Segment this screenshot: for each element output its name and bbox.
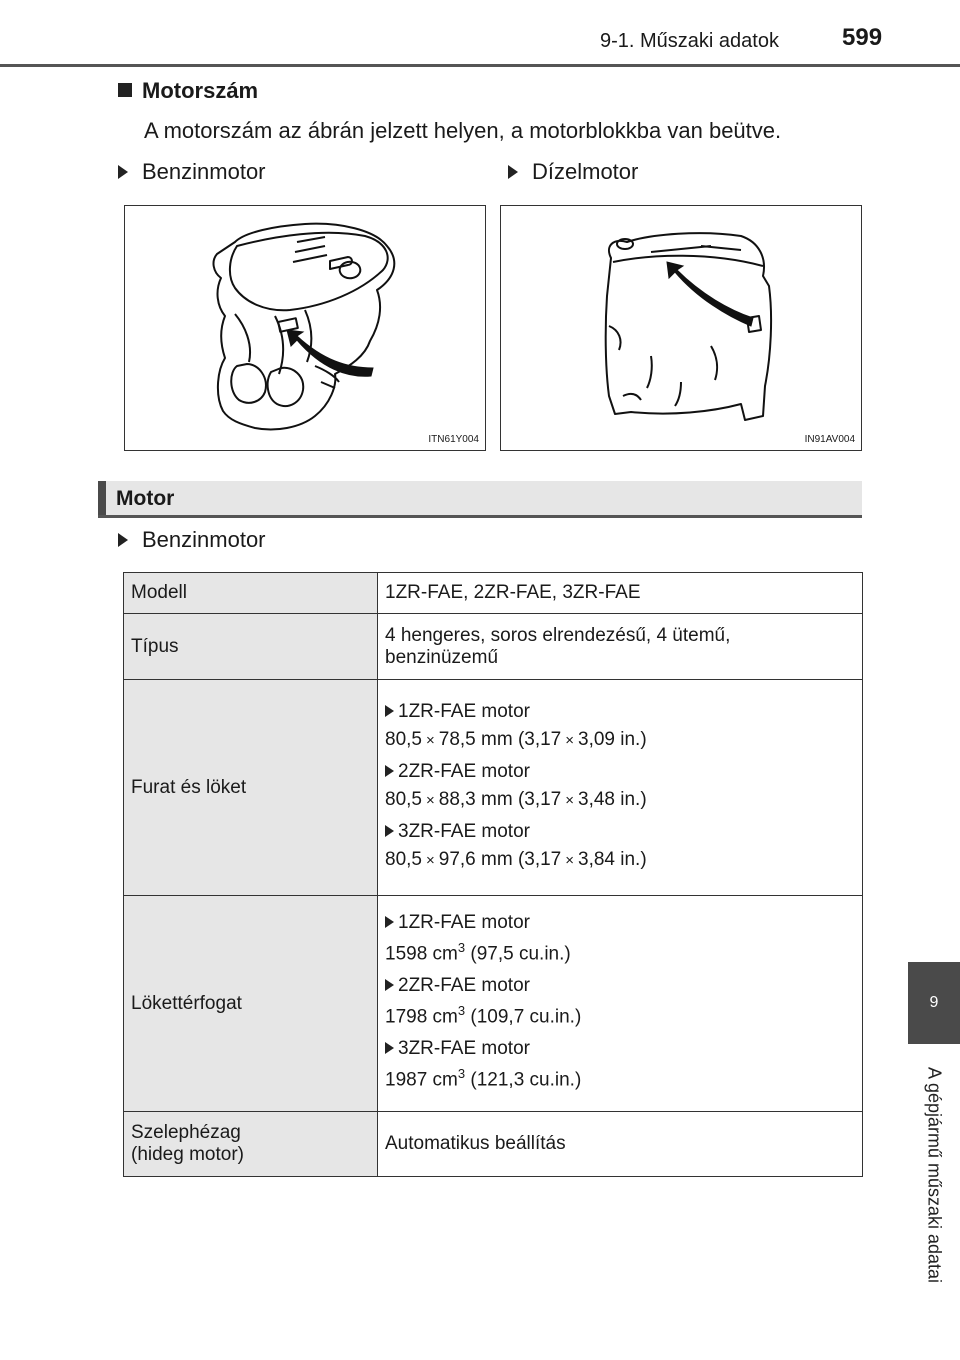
displacement-value: [385, 1003, 862, 1028]
bore-value: [385, 729, 862, 751]
engine-subhead: [385, 821, 862, 843]
section-title: Motor: [116, 487, 175, 510]
engine-name: 3ZR-FAE motor: [398, 1038, 530, 1060]
triangle-bullet-icon: [385, 825, 394, 837]
disp-sup: 3: [457, 1066, 466, 1082]
displacement-value: [385, 1066, 862, 1091]
disp-a: 1598 cm: [385, 942, 458, 964]
chapter-tab: [884, 1050, 960, 1300]
triangle-bullet-icon: [385, 1042, 394, 1054]
valve-label-line-1: Szelephézag: [131, 1122, 241, 1143]
chapter-tab-text: A gépjármű műszaki adatai: [924, 1066, 945, 1284]
subsection-body: A motorszám az ábrán jelzett helyen, a motorblokkba van beütve.: [144, 118, 782, 143]
diesel-engine-illustration: [501, 206, 861, 450]
diesel-label: [508, 159, 638, 185]
table-row: [124, 614, 863, 680]
table-row: [124, 573, 863, 614]
header-section-title: 9-1. Műszaki adatok: [600, 30, 779, 52]
triangle-bullet-icon: [385, 705, 394, 717]
bore-b: 88,3 mm (3,17: [438, 788, 562, 810]
engine-subhead: [385, 701, 862, 723]
disp-a: 1987 cm: [385, 1069, 458, 1091]
triangle-bullet-icon: [385, 979, 394, 991]
engine-name: 2ZR-FAE motor: [398, 974, 530, 996]
engine-name: 1ZR-FAE motor: [398, 911, 530, 933]
engine-spec-table: [123, 572, 863, 1177]
bore-c: 3,84 in.): [578, 848, 647, 870]
table-row: [124, 1112, 863, 1177]
bore-value: [385, 789, 862, 811]
bore-a: 80,5: [385, 788, 422, 810]
disp-b: (121,3 cu.in.): [470, 1069, 582, 1091]
engine-subhead: [385, 1038, 862, 1060]
page-number: 599: [842, 24, 883, 51]
motor-petrol-label: [118, 527, 266, 553]
engine-subhead: [385, 761, 862, 783]
bore-a: 80,5: [385, 728, 422, 750]
row-label: [124, 1112, 378, 1177]
section-band: [98, 481, 862, 517]
diesel-engine-figure: [500, 205, 862, 451]
valve-label-line-2: (hideg motor): [131, 1144, 244, 1165]
row-value: 1ZR-FAE, 2ZR-FAE, 3ZR-FAE: [378, 573, 863, 614]
type-value-line-1: 4 hengeres, soros elrendezésű, 4 ütemű,: [385, 624, 731, 646]
petrol-engine-figure: [124, 205, 486, 451]
row-value: [378, 680, 863, 896]
table-row: [124, 680, 863, 896]
engine-name: 2ZR-FAE motor: [398, 760, 530, 782]
displacement-value: [385, 940, 862, 965]
times-icon: ×: [565, 851, 575, 869]
times-icon: ×: [565, 731, 575, 749]
petrol-label: [118, 159, 266, 185]
triangle-bullet-icon: [118, 165, 128, 179]
engine-subhead: [385, 912, 862, 934]
table-row: [124, 896, 863, 1112]
triangle-bullet-icon: [385, 916, 394, 928]
header-rule: [0, 64, 960, 67]
petrol-label-text: Benzinmotor: [142, 159, 266, 184]
times-icon: ×: [425, 851, 435, 869]
bore-a: 80,5: [385, 848, 422, 870]
bore-value: [385, 849, 862, 871]
petrol-engine-illustration: [125, 206, 485, 450]
bore-c: 3,09 in.): [578, 728, 647, 750]
bore-b: 78,5 mm (3,17: [438, 728, 562, 750]
diesel-figure-code: IN91AV004: [804, 434, 855, 445]
motor-petrol-label-text: Benzinmotor: [142, 527, 266, 552]
row-label: Furat és löket: [124, 680, 378, 896]
row-label: Modell: [124, 573, 378, 614]
chapter-tab-number: 9: [908, 962, 960, 1044]
row-label: Lökettérfogat: [124, 896, 378, 1112]
row-label: Típus: [124, 614, 378, 680]
disp-a: 1798 cm: [385, 1006, 458, 1028]
disp-sup: 3: [457, 1002, 466, 1018]
type-value-line-2: benzinüzemű: [385, 646, 499, 668]
bore-b: 97,6 mm (3,17: [438, 848, 562, 870]
triangle-bullet-icon: [385, 765, 394, 777]
subsection-heading: [118, 78, 258, 104]
section-band-rule: [98, 515, 862, 518]
times-icon: ×: [425, 731, 435, 749]
row-value: Automatikus beállítás: [378, 1112, 863, 1177]
triangle-bullet-icon: [118, 533, 128, 547]
engine-name: 1ZR-FAE motor: [398, 700, 530, 722]
petrol-figure-code: ITN61Y004: [428, 434, 479, 445]
triangle-bullet-icon: [508, 165, 518, 179]
engine-name: 3ZR-FAE motor: [398, 820, 530, 842]
engine-subhead: [385, 975, 862, 997]
disp-b: (109,7 cu.in.): [470, 1006, 582, 1028]
disp-b: (97,5 cu.in.): [470, 942, 571, 964]
diesel-label-text: Dízelmotor: [532, 159, 639, 184]
row-value: [378, 614, 863, 680]
times-icon: ×: [425, 791, 435, 809]
bore-c: 3,48 in.): [578, 788, 647, 810]
row-value: [378, 896, 863, 1112]
subsection-title: Motorszám: [142, 78, 259, 103]
times-icon: ×: [565, 791, 575, 809]
square-bullet-icon: [118, 83, 132, 97]
disp-sup: 3: [457, 939, 466, 955]
